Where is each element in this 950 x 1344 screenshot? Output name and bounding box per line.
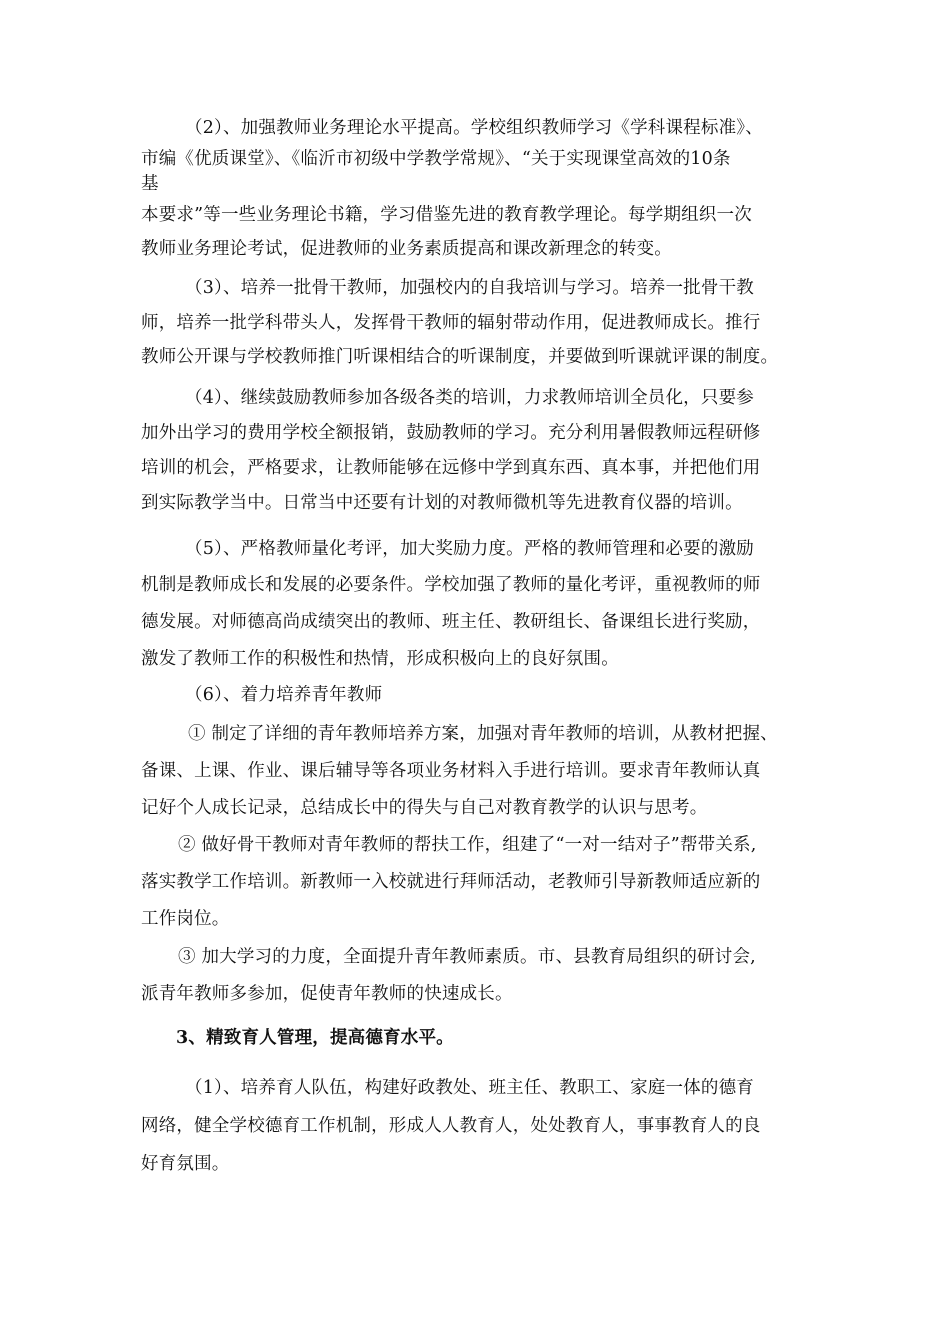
para-3-line-1: （3）、培养一批骨干教师，加强校内的自我培训与学习。培养一批骨干教 — [185, 278, 754, 298]
item-1-line-3: 记好个人成长记录，总结成长中的得失与自己对教育教学的认识与思考。 — [141, 798, 708, 818]
para-5-line-2: 机制是教师成长和发展的必要条件。学校加强了教师的量化考评，重视教师的师 — [141, 575, 761, 595]
sub-1-line-2: 网络，健全学校德育工作机制，形成人人教育人，处处教育人，事事教育人的良 — [141, 1116, 761, 1136]
item-3-line-1: ③ 加大学习的力度，全面提升青年教师素质。市、县教育局组织的研讨会, — [178, 947, 756, 967]
para-2-line-3: 基 — [141, 174, 159, 194]
item-2-line-2: 落实教学工作培训。新教师一入校就进行拜师活动，老教师引导新教师适应新的 — [141, 872, 761, 892]
para-5-line-3: 德发展。对师德高尚成绩突出的教师、班主任、教研组长、备课组长进行奖励， — [141, 612, 761, 632]
para-4-line-4: 到实际教学当中。日常当中还要有计划的对教师微机等先进教育仪器的培训。 — [141, 493, 743, 513]
sub-1-line-3: 好育氛围。 — [141, 1154, 230, 1174]
para-2-line-5: 教师业务理论考试，促进教师的业务素质提高和课改新理念的转变。 — [141, 239, 672, 259]
para-2-line-2: 市编《优质课堂》、《临沂市初级中学教学常规》、“关于实现课堂高效的10条 — [141, 149, 731, 169]
para-4-line-2: 加外出学习的费用学校全额报销，鼓励教师的学习。充分利用暑假教师远程研修 — [141, 423, 761, 443]
item-1-line-1: ① 制定了详细的青年教师培养方案，加强对青年教师的培训，从教材把握、 — [188, 724, 778, 744]
para-6-heading: （6）、着力培养青年教师 — [185, 685, 383, 705]
para-3-line-3: 教师公开课与学校教师推门听课相结合的听课制度，并要做到听课就评课的制度。 — [141, 347, 779, 367]
item-2-line-3: 工作岗位。 — [141, 909, 230, 929]
sub-1-line-1: （1）、培养育人队伍，构建好政教处、班主任、教职工、家庭一体的德育 — [185, 1078, 754, 1098]
item-2-line-1: ② 做好骨干教师对青年教师的帮扶工作，组建了“一对一结对子”帮带关系, — [178, 835, 757, 855]
para-2-line-1: （2）、加强教师业务理论水平提高。学校组织教师学习《学科课程标准》、 — [185, 118, 763, 138]
section-3-heading: 3、精致育人管理，提高德育水平。 — [176, 1028, 454, 1048]
para-5-line-1: （5）、严格教师量化考评，加大奖励力度。严格的教师管理和必要的激励 — [185, 539, 754, 559]
item-3-line-2: 派青年教师多参加，促使青年教师的快速成长。 — [141, 984, 513, 1004]
para-4-line-3: 培训的机会，严格要求，让教师能够在远修中学到真东西、真本事，并把他们用 — [141, 458, 761, 478]
item-1-line-2: 备课、上课、作业、课后辅导等各项业务材料入手进行培训。要求青年教师认真 — [141, 761, 761, 781]
para-2-line-4: 本要求”等一些业务理论书籍，学习借鉴先进的教育教学理论。每学期组织一次 — [141, 205, 752, 225]
para-3-line-2: 师，培养一批学科带头人，发挥骨干教师的辐射带动作用，促进教师成长。推行 — [141, 313, 761, 333]
para-4-line-1: （4）、继续鼓励教师参加各级各类的培训，力求教师培训全员化，只要参 — [185, 388, 754, 408]
para-5-line-4: 激发了教师工作的积极性和热情，形成积极向上的良好氛围。 — [141, 649, 619, 669]
